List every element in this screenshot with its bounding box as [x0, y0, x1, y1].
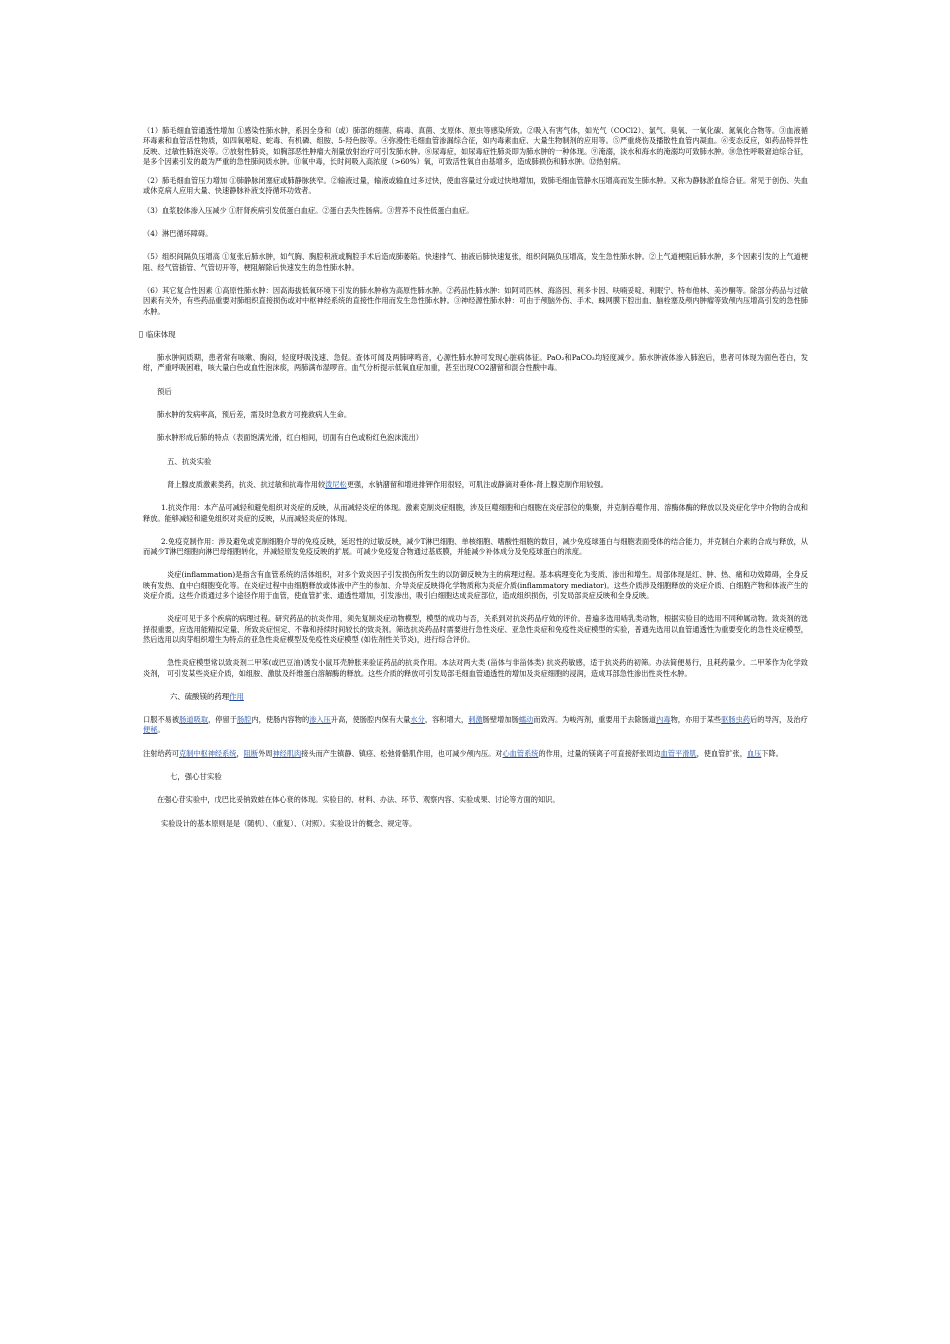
section-prognosis-heading: 预后 [157, 386, 172, 396]
inline-link[interactable]: 内毒 [656, 715, 671, 725]
inline-link[interactable]: 肠道吸取 [179, 715, 209, 725]
paragraph-cardiac-glycoside: 在强心苷实验中，戊巴比妥钠致蛙在体心衰的体现。实验目的、材料、办法、环节、观察内容、实验成果、讨论等方面的知识。 [157, 795, 560, 805]
inline-text: 升高，使肠腔内保有大量 [330, 715, 411, 725]
inline-link[interactable]: 心血管 [502, 748, 525, 758]
inline-text: 物，亦用于某些 [670, 715, 722, 725]
inline-text: 而致泻。为峻泻剂，重要用于去除肠道 [533, 715, 657, 725]
inline-text: ， [236, 748, 244, 758]
inline-link[interactable]: 血压 [746, 748, 762, 758]
section-clinical-heading: 临床体现 [139, 330, 808, 340]
link-action[interactable]: 作用 [229, 691, 244, 701]
inline-text: 外周 [258, 748, 273, 758]
inline-link[interactable]: 系统 [524, 748, 539, 758]
inline-link[interactable]: 克制中枢神经系统 [178, 748, 237, 758]
section-5-heading: 五、抗炎实验 [167, 456, 212, 466]
paragraph-antiinflammatory: 1.抗炎作用：本产品可减轻和避免组织对炎症的反映，从而减轻炎症的体现。激素克制炎症细胞，涉及巨噬细胞和白细胞在炎症部位的集聚，并克制吞噬作用、溶酶体酶的释放以及炎症化学中介物的合成和释放。能够减轻和避免组织对炎症的反映，从而减轻炎症的体现。 [143, 503, 808, 523]
link-prednisone[interactable]: 泼尼松 [325, 479, 347, 489]
document-body [143, 126, 808, 829]
paragraph-lung-features: 肺水肿形成后肺的特点（表面饱满光滑，红白相间，切面有白色或粉红色泡沫流出） [157, 433, 423, 443]
bullet-icon [139, 331, 143, 338]
inline-text: 后的导泻，及治疗 [750, 715, 808, 725]
inline-text: ，停留于 [208, 715, 237, 725]
inline-text: 内，使肠内容物的 [251, 715, 310, 725]
inline-text: 的作用，过量的镁离子可直接舒张周边 [538, 748, 661, 758]
inline-text: 下降。 [761, 748, 783, 758]
inline-link[interactable]: 神经肌肉 [272, 748, 302, 758]
paragraph-clinical: 肺水肿间质期，患者常有咳嗽、胸闷，轻度呼吸浅速、急促。查体可闻及两肺哮鸣音，心源性肺水肿可发现心脏病体征。PaO₂和PaCO₂均轻度减少。肺水肿液体渗入肺泡后，患者可体现为面色苍白，发绀，严重呼吸困难，咳大量白色或血性泡沫痰，两肺满布湿啰音。血气分析提示低氧血症加重，甚至出现CO2潴留和混合性酸中毒。 [143, 353, 808, 373]
inline-link[interactable]: 蠕动 [518, 715, 534, 725]
paragraph-cause-2: （2）肺毛细血管压力增加 ①肺静脉闭塞症或肺静脉狭窄。②输液过量，输液或输血过多过快，使血容量过分或过快地增加，致肺毛细血管静水压增高而发生肺水肿。又称为静脉淤血综合征。常见于创伤、失血或休克病人应用大量、快速静脉补液支持循环功效者。 [143, 176, 808, 196]
inline-text: 接头而产生镇静、镇痉、松弛骨骼肌作用，也可减少颅内压。对 [301, 748, 503, 758]
inline-link[interactable]: 驱肠虫药 [721, 715, 751, 725]
inline-link[interactable]: 血管平滑肌 [660, 748, 697, 758]
inline-link[interactable]: 便秘 [143, 725, 158, 735]
inline-link[interactable]: 刺激 [468, 715, 483, 725]
paragraph-cause-6: （6）其它复合性因素 ①高原性肺水肿：因高海拔低氧环境下引发的肺水肿称为高原性肺水肿。②药品性肺水肿：如阿司匹林、海洛因、利多卡因、呋喃妥啶、利眠宁、特布他林、美沙酮等。除部分药品与过敏因素有关外，有些药品重要对肺组织直接损伤或对中枢神经系统的直接性作用而发生急性肺水肿。③神经源性肺水肿：可由于颅脑外伤、手术、蛛网膜下腔出血、脑栓塞及颅内肿瘤等致颅内压增高引发的急性肺水肿。 [143, 285, 808, 316]
paragraph-cause-5: （5）组织间隔负压增高 ①复张后肺水肿，如气胸、胸腔积液或胸腔手术后造成肺萎陷。快速排气、抽液后肺快速复张，组织间隔负压增高，发生急性肺水肿。②上气道梗阻后肺水肿，多个因素引发的上气道梗阻、经气管插管、气管切开等，梗阻解除后快速发生的急性肺水肿。 [143, 252, 808, 272]
inline-link[interactable]: 渗入压 [309, 715, 331, 725]
paragraph-prognosis: 肺水肿的发病率高，预后差，需及时急救方可挽救病人生命。 [157, 410, 352, 420]
inline-text: 注射给药可 [143, 748, 179, 758]
inline-text: ，容积增大， [424, 715, 469, 725]
inline-link[interactable]: 阻断 [243, 748, 259, 758]
paragraph-inflammation-definition: 炎症(inflammation)是指含有血管系统的活体组织，对多个致炎因子引发损伤所发生的以防御反映为主的病理过程。基本病理变化为变质、渗出和增生。局部体现是红、肿、热、痛和功效障碍，全身反映有发热、血中白细胞变化等。在炎症过程中由细胞释放或体液中产生的参加、介导炎症反映得化学物质称为炎症介质(inflammatory mediator)。这些介质涉及细胞释放的炎症介质、白细胞产物和体液产生的炎症介质。这些介质通过多个途径作用于血管，使血管扩张、通透性增加，引发渗出，吸引白细胞达成炎症部位，造成组织损伤，引发局部炎症反映和全身反映。 [143, 570, 808, 601]
paragraph-oral-magnesium [143, 715, 808, 736]
inline-text: 。 [157, 725, 165, 735]
inline-text: 肠壁增加肠 [482, 715, 519, 725]
inline-link[interactable]: 水分 [410, 715, 425, 725]
paragraph-cause-4: （4）淋巴循环障碍。 [143, 229, 213, 239]
paragraph-cause-3: （3）血浆胶体渗入压减少 ①肝肾疾病引发低蛋白血症。②蛋白丢失性肠病。③营养不良性低蛋白血症。 [143, 205, 474, 215]
paragraph-cause-1: （1）肺毛细血管通透性增加 ①感染性肺水肿，系因全身和（或）肺部的细菌、病毒、真菌、支原体、原虫等感染所致。②吸入有害气体，如光气（COCl2）、氯气、臭氧、一氧化碳、氮氧化合物等。③血液循环毒素和血管活性物质，如四氧嘧啶、蛇毒、有机磷、组胺、5-羟色胺等。④弥漫性毛细血管渗漏综合征，如内毒素血症、大量生物制剂的应用等。⑤严重烧伤及播散性血管内凝血。⑥变态反应，如药品特异性反映、过敏性肺泡炎等。⑦放射性肺炎，如胸部恶性肿瘤大剂量放射治疗可引发肺水肿。⑧尿毒症，如尿毒症性肺炎即为肺水肿的一种体现。⑨淹溺，淡水和海水的淹溺均可致肺水肿。⑩急性呼吸窘迫综合征，是多个因素引发的最为严重的急性肺间质水肿。⑪氧中毒，长时间吸入高浓度（>60%）氧，可致活性氧自由基增多，造成肺损伤和肺水肿。⑫热射病。 [143, 126, 808, 166]
inline-text: 口服不易被 [143, 715, 180, 725]
paragraph-steroid: 肾上腺皮质激素类药，抗炎、抗过敏和抗毒作用较泼尼松更强，水钠潴留和增进排钾作用很轻，可肌注或静滴对垂体-肾上腺克制作用较强。 [167, 479, 608, 489]
section-7-heading: 七，强心甘实验 [170, 771, 222, 781]
section-6-heading: 六、硫酸镁的药理作用 [170, 691, 244, 701]
paragraph-xylene-model: 急性炎症模型常以致炎剂二甲苯(或巴豆油)诱发小鼠耳壳肿胀来验证药品的抗炎作用。本法对两大类 (甾体与非甾体类) 抗炎药敏感，适于抗炎药的初筛。办法简便易行，且耗药量少。二甲苯作为化学致炎剂， 可引发某些炎症介质，如组胺、激肽及纤维蛋白溶解酶的释放。这些介质的释放可引发局部毛细血管通透性的增加及炎症细胞的浸润，造成耳部急性渗出性炎性水肿。 [143, 658, 808, 678]
paragraph-injection-magnesium [143, 749, 808, 759]
inline-link[interactable]: 肠腔 [236, 715, 252, 725]
paragraph-immunosuppression: 2.免疫克制作用：涉及避免或克制细胞介导的免疫反映，延迟性的过敏反映，减少T淋巴细胞、单核细胞、嗜酸性细胞的数目，减少免疫球蛋白与细胞表面受体的结合能力，并克制白介素的合成与释放，从而减少T淋巴细胞向淋巴母细胞转化，并减轻原发免疫反映的扩展。可减少免疫复合物通过基底膜，并能减少补体成分及免疫球蛋白的浓度。 [143, 536, 808, 557]
paragraph-inflammation-models: 炎症可见于多个疾病的病理过程。研究药品的抗炎作用，须先复制炎症动物模型，模型的成功与否，关系到对抗炎药品疗效的评价。普遍多选用啮乳类动物，根据实验目的选用不同种属动物。致炎剂的选择很重要，应选用能精拟定量、所致炎症恒定、不靠和持续时间较长的致炎剂。筛选抗炎药品时需要进行急性炎症、亚急性炎症和免疫性炎症模型的实验，普通先选用以血管通透性为重要变化的急性炎症模型，然后选用以肉芽组织增生为特点的亚急性炎症模型及免疫性炎症模型 (如佐剂性关节炎)，进行综合评价。 [143, 614, 808, 644]
paragraph-experiment-design: 实验设计的基本原则是是（随机）、（重复）、（对照）。实验设计的概念、规定等。 [161, 818, 417, 828]
inline-text: ，使血管扩张， [696, 748, 747, 758]
